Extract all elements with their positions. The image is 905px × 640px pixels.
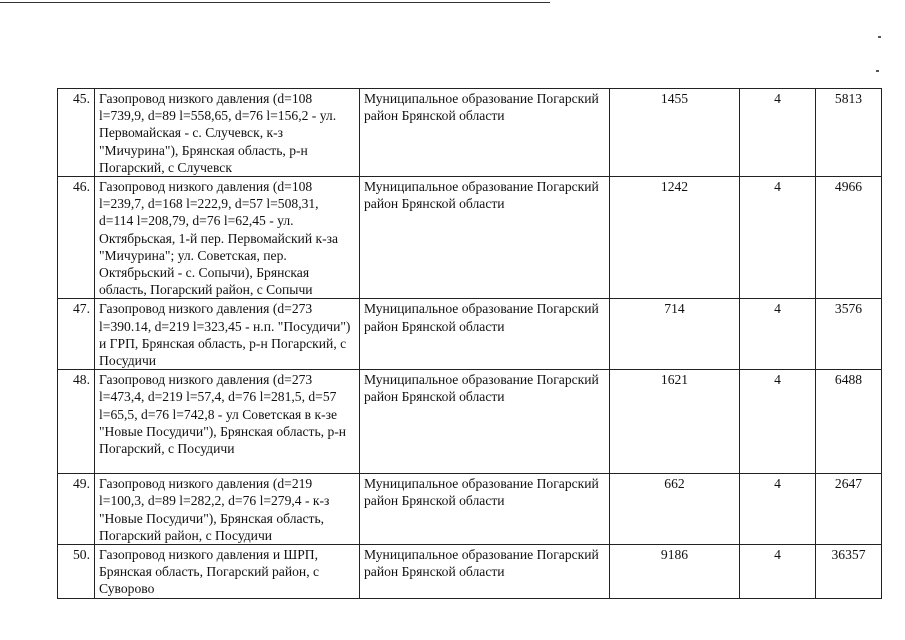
object-value: 36357 xyxy=(816,545,882,599)
row-number: 47. xyxy=(58,299,95,370)
object-name: Газопровод низкого давления (d=108 l=239,7, d=168 l=222,9, d=57 l=508,31, d=114 l=208,79, d=76 l=62,45 - ул. Октябрьская, 1-й пер. Первомайский к-за "Мичурина"; ул. Советская, пер. Октябрьский - с. Сопычи), Брянская область, Погарский район, с Сопычи xyxy=(95,177,360,299)
object-category: 4 xyxy=(740,545,816,599)
object-category: 4 xyxy=(740,299,816,370)
object-value: 6488 xyxy=(816,370,882,474)
table-row xyxy=(58,370,882,474)
object-length: 1621 xyxy=(610,370,740,474)
table-row xyxy=(58,177,882,299)
object-owner: Муниципальное образование Погарский район Брянской области xyxy=(360,177,610,299)
object-category: 4 xyxy=(740,89,816,177)
row-number: 45. xyxy=(58,89,95,177)
object-length: 1455 xyxy=(610,89,740,177)
object-length: 662 xyxy=(610,474,740,545)
row-number: 46. xyxy=(58,177,95,299)
object-name: Газопровод низкого давления (d=273 l=473,4, d=219 l=57,4, d=76 l=281,5, d=57 l=65,5, d=76 l=742,8 - ул Советская в к-зе "Новые Посудичи"), Брянская область, р-н Погарский, с Посудичи xyxy=(95,370,360,474)
top-rule xyxy=(0,2,550,3)
registry-table xyxy=(57,88,882,599)
scan-speck xyxy=(878,36,881,38)
row-number: 49. xyxy=(58,474,95,545)
scan-speck xyxy=(876,70,879,72)
object-value: 4966 xyxy=(816,177,882,299)
table-row xyxy=(58,299,882,370)
row-number: 50. xyxy=(58,545,95,599)
object-owner: Муниципальное образование Погарский район Брянской области xyxy=(360,474,610,545)
object-name: Газопровод низкого давления (d=219 l=100,3, d=89 l=282,2, d=76 l=279,4 - к-з "Новые Посудичи"), Брянская область, Погарский район, с Посудичи xyxy=(95,474,360,545)
object-length: 9186 xyxy=(610,545,740,599)
object-value: 3576 xyxy=(816,299,882,370)
row-number: 48. xyxy=(58,370,95,474)
object-category: 4 xyxy=(740,177,816,299)
object-name: Газопровод низкого давления и ШРП, Брянская область, Погарский район, с Суворово xyxy=(95,545,360,599)
object-value: 5813 xyxy=(816,89,882,177)
object-owner: Муниципальное образование Погарский район Брянской области xyxy=(360,545,610,599)
object-owner: Муниципальное образование Погарский район Брянской области xyxy=(360,370,610,474)
object-owner: Муниципальное образование Погарский район Брянской области xyxy=(360,299,610,370)
object-length: 1242 xyxy=(610,177,740,299)
object-length: 714 xyxy=(610,299,740,370)
object-name: Газопровод низкого давления (d=108 l=739,9, d=89 l=558,65, d=76 l=156,2 - ул. Первомайская - с. Случевск, к-з "Мичурина"), Брянская область, р-н Погарский, с Случевск xyxy=(95,89,360,177)
object-name: Газопровод низкого давления (d=273 l=390.14, d=219 l=323,45 - н.п. "Посудичи") и ГРП, Брянская область, р-н Погарский, с Посудичи xyxy=(95,299,360,370)
table-row xyxy=(58,545,882,599)
object-owner: Муниципальное образование Погарский район Брянской области xyxy=(360,89,610,177)
table-row xyxy=(58,474,882,545)
table-row xyxy=(58,89,882,177)
object-category: 4 xyxy=(740,474,816,545)
object-category: 4 xyxy=(740,370,816,474)
object-value: 2647 xyxy=(816,474,882,545)
